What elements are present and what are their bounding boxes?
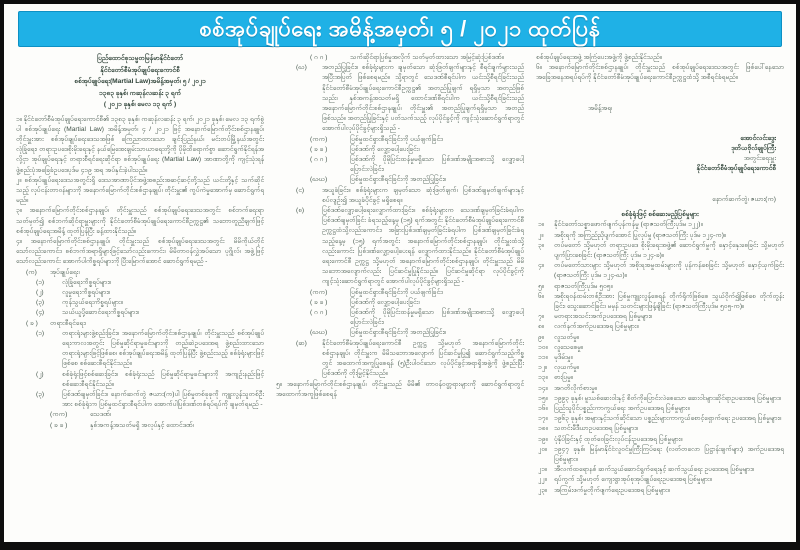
item-text: ရပ်ကွက် သို့မဟုတ် ကျေးရွာအုပ်စုအုပ်ချုပ်ရေးဥပဒေအရ ပြစ်မှုများ။ [554,476,712,484]
item-text: ပုံနှိပ်ခြင်းနှင့် ထုတ်ဝေခြင်းလုပ်ငန်းဥပဒေအရ ပြစ်မှုများ။ [554,435,683,443]
item-label: (င) [296,186,305,194]
item-text: ၁၃၈၃ ခုနှစ်၊ ကဆုန်လဆန်း ၃ ရက် [99,89,181,97]
text-block [16,421,264,431]
text-block [276,298,524,308]
masthead-banner [18,11,782,47]
text-block [16,53,264,65]
text-block [536,261,784,281]
item-text: လုံခြုံရေးကိစ္စရပ်များ။ [62,278,111,286]
item-label: ( ဂ ဂ ) [310,309,328,317]
item-label: (၁) [36,329,45,337]
item-label: ( ဂ ဂ ) [310,54,328,61]
text-block [536,353,784,363]
item-label: ၁၂။ [538,364,547,372]
item-text: အုပ်ချုပ်ရေး၊ [50,268,80,276]
item-text: လူသေစေမှု။ [554,343,583,351]
text-block [536,144,784,154]
item-text: တရားရုံးများဖွဲ့စည်းခြင်း။ အနောက်မြောက်တိုင်းစစ်ဌာနချုပ်၊ တိုင်းမှူးသည် စစ်အုပ်ချုပ်ရေးကာလအတွင်း ပြစ်မှုဆိုင်ရာမှုခင်းများကို တည်ဆဲဥပဒေအရ ဖွဲ့စည်းထားသော တရားရုံးများဖြင့်ဖြစ်စေ၊ စစ်အုပ်ချုပ်ရေးအမိန့် ထုတ်ပြန်ပြီး ဖွဲ့စည်းသည့် စစ်ခုံရုံးများဖြင့်ဖြစ်စေ စစ်ဆေးစီရင်နိုင်သည်။ [62,329,264,368]
text-block [276,175,524,185]
text-block [16,268,264,278]
item-label: ၅။ [538,282,544,290]
text-block [16,288,264,298]
item-label: (ကက) [50,411,68,419]
text-block [536,394,784,404]
item-label: ၂။ [16,176,22,184]
item-text: အမိန့်အရ၊ [587,104,613,112]
text-block [16,76,264,88]
item-text: ( ၂၀၂၁ ခုနှစ်၊ မေလ ၁၃ ရက် ) [103,101,177,108]
text-block [536,209,784,221]
item-label: ၁၀။ [538,343,548,351]
item-label: ( ခ ခ ) [50,421,68,429]
item-text: အနောက်မြောက်တိုင်းစစ်ဌာနချုပ်၊ တိုင်းမှူးသည် စစ်အုပ်ချုပ်ရေးဒေသအတွင်း စစ်ဘက်ရေးရာ သတ်မှတ်၍ စစ်ဘက်ဆိုင်ရာမှူးများကို နိုင်ငံတော်စီမံအုပ်ချုပ်ရေးကောင်စီဥက္ကဋ္ဌ၏ သဘောတူညီချက်ဖြင့် စစ်အုပ်ချုပ်ရေးအမိန့် ထုတ်ပြန်ပြီး ခန့်ထားနိုင်သည်။ [16,207,264,235]
item-text: နိုင်ငံတော်စီမံအုပ်ချုပ်ရေးကောင်စီ [696,165,776,173]
item-text: ပြစ်မှုထင်ရှားစီရင်ခြင်းကို အတည်ပြုခြင်း။ [350,329,446,337]
item-label: (၃) [36,390,45,398]
item-label: ( ခ ခ ) [310,145,328,153]
item-text: စစ်ခုံရုံးဖြင့် စစ်ဆေးမည့်ပြစ်မှုများ [621,210,699,218]
item-label: (၄) [36,309,45,317]
item-text: အနောက်မြောက်တိုင်းစစ်ဌာနချုပ်၊ တိုင်းမှူးသည် မိမိ၏ တာဝန်ဝတ္တရားများကို ဆောင်ရွက်ရာတွင် အထောက်အကူဖြစ်စေရန် [276,380,524,398]
item-label: (ဃဃ) [310,329,328,337]
item-text: စစ်ခုံရုံးဖြင့်စစ်ဆေးခြင်း။ စစ်ခုံရုံးသည် ပြစ်မှုဆိုင်ရာမှုခင်းများကို အကျဉ်းနည်းဖြင့် စစ်ဆေးစီရင်နိုင်သည်။ [62,370,264,388]
item-text: အစိုးရဝန်ထမ်းတစ်ဦးအား ပြစ်မှုကျူးလွန်စေရန် တိုက်ရိုက်ဖြစ်စေ သွယ်ဝိုက်၍ဖြစ်စေ တိုက်တွန်းခြင်း၊ သွေးဆောင်ခြင်း၊ မမှန် သတင်းများဖြန့်ချိခြင်း (ရာဇသတ်ကြီးပုဒ်မ ၅၀၅-က)။ [554,292,784,310]
text-block [536,486,784,496]
item-label: (ဃဃ) [310,176,328,184]
item-text: သက်ဆိုင်ရာပြစ်မှုအလိုက် သတ်မှတ်ထားသော အမြင့်ဆုံးပြစ်ဒဏ်။ [350,54,504,61]
text-block [536,220,784,230]
text-block [16,410,264,420]
item-text: သတင်းမီဒီယာဥပဒေအရ ပြစ်မှုများ။ [554,425,638,433]
text-block [276,53,524,63]
item-text: နှစ်အကန့်အသတ်မရှိ အလုပ်နှင့် ထောင်ဒဏ်၊ [90,421,194,429]
text-block [536,322,784,332]
text-block [536,195,784,205]
item-text: အယူခံခြင်း။ စစ်ခုံရုံးများက ချမှတ်သော ဆုံးဖြတ်ချက်၊ ပြစ်ဒဏ်ချမှတ်ချက်များနှင့် စပ်လျဉ်း၍ အယူခံပိုင်ခွင့် မရှိစေရ။ [322,186,524,204]
item-text: အနောက်မြောက်တိုင်းစစ်ဌာနချုပ်၊ တိုင်းမှူးသည် စစ်အုပ်ချုပ်ရေးဒေသအတွင်း ဖြစ်ပေါ်နေသော အခြေအနေအရပ်ရပ်ကို နိုင်ငံတော်စီမံအုပ်ချုပ်ရေးကောင်စီဥက္ကဋ္ဌထံသို့ အစီရင်ခံရမည်။ [536,64,784,82]
text-block [16,237,264,268]
item-label: ၁၈။ [538,425,548,433]
item-text: ပြစ်ဒဏ်ကို လျှော့ပေါ့ပေးခြင်း၊ [350,298,420,306]
text-block [16,278,264,288]
article-page [4,4,796,542]
item-label: (က) [26,268,37,276]
text-block [276,145,524,155]
text-block [16,329,264,370]
article-column-1 [16,53,264,542]
text-block [536,475,784,485]
item-label: ၂၁။ [538,466,547,474]
item-label: ၁။ [538,221,544,229]
item-text: တပ်မတော်သားများ သို့မဟုတ် အစိုးရအမှုထမ်းများကို ပုန်ကန်စေခြင်း သို့မဟုတ် နှောင့်ယှက်ခြင်း (ရာဇသတ်ကြီး ပုဒ်မ ၁၂၄-ဃ)။ [554,262,784,280]
item-text: နိုင်ငံတော်စီမံအုပ်ချုပ်ရေးကောင်စီ၏ ၁၃၈၃ ခုနှစ်၊ ကဆုန်လဆန်း ၃ ရက်၊ ၂၀၂၁ ခုနှစ်၊ မေလ ၁၃ ရက်စွဲပါ စစ်အုပ်ချုပ်ရေး (Martial Law) အမိန့်အမှတ်၊ ၄ / ၂၀၂၁ ဖြင့် အနောက်မြောက်တိုင်းစစ်ဌာနချုပ်၊ တိုင်းမှူးအား စစ်အုပ်ချုပ်ရေးဒေသအဖြစ် ကြေညာထားသော ချင်းပြည်နယ်၊ မင်းတပ်မြို့နယ်အတွင်း လုံခြုံရေး၊ တရားဥပဒေစိုးမိုးရေးနှင့် နယ်မြေအေးချမ်းသာယာရေးတို့ကို ပိုမိုထိရောက်စွာ ဆောင်ရွက်နိုင်ရန်အလို့ငှာ အုပ်ချုပ်ရေးနှင့် တရားစီရင်ရေးဆိုင်ရာ စစ်အုပ်ချုပ်ရေး (Martial Law) အာဏာတို့ကို ကျင့်သုံးရန် ဖွဲ့စည်းပုံအခြေခံဥပဒေပုဒ်မ ၄၁၉ အရ အပ်နှင်းခဲ့ပါသည်။ [16,115,264,174]
text-block [16,319,264,329]
item-label: ၃။ [16,207,22,215]
text-block [276,328,524,338]
item-label: (၂) [36,288,44,296]
text-block [536,164,784,174]
item-label: ၇။ [538,313,544,321]
item-text: ရာဇသတ်ကြီးပုဒ်မ ၅၀၅။ [554,282,613,290]
item-text: အတည်ပြုခြင်း။ စစ်ခုံရုံးများက ချမှတ်သော ဆုံးဖြတ်ချက်များနှင့် စီရင်ချက်များသည် အပြီးအပြတ် ဖြစ်စေရမည်။ သို့ရာတွင် သေဒဏ်စီရင်ပါက ယင်းသို့စီရင်ခြင်းသည် နိုင်ငံတော်စီမံအုပ်ချုပ်ရေးကောင်စီဥက္ကဋ္ဌ၏ အတည်ပြုချက် ရရှိမှသာ အတည်ဖြစ်သည်း၊ နှစ်အကန့်အသတ်မရှိ ထောင်ဒဏ်စီရင်ပါက ယင်းသို့စီရင်ခြင်းသည် အနောက်မြောက်တိုင်းစစ်ဌာနချုပ်၊ တိုင်းမှူး၏ အတည်ပြုချက်ရရှိမှသာ အတည်ဖြစ်သည်။ အတည်ပြုခြင်းနှင့် ပတ်သက်သည့် လုပ်ပိုင်ခွင့်ကို ကျင့်သုံးဆောင်ရွက်ရာတွင် အောက်ပါလုပ်ပိုင်ခွင့်များရှိသည် - [322,64,524,133]
item-text: စစ်အုပ်ချုပ်ရေးအဖွဲ့ အကြံပေးအဖွဲ့ကို ဖွဲ့စည်းနိုင်သည်။ [536,54,662,61]
text-block [536,333,784,343]
text-block [16,308,264,318]
text-block [536,404,784,414]
item-text: ပြစ်ဒဏ်ချမှတ်ခြင်း။ နောက်ဆက်တွဲ ဇယား(က)ပါ ပြစ်မှုတစ်ခုခုကို ကျူးလွန်သူတစ်ဦးအား စစ်ခုံရုံးက ပြစ်မှုထင်ရှားစီရင်ပါက အောက်ပါပြစ်ဒဏ်တစ်ရပ်ရပ်ကို ချမှတ်ရမည် - [62,390,264,409]
item-label: (၂) [36,370,44,378]
item-text: လုယက်မှု။ [554,364,579,372]
item-text: အနောက်မြောက်တိုင်းစစ်ဌာနချုပ်၊ တိုင်းမှူးသည် စစ်အုပ်ချုပ်ရေးဒေသအတွင်း မိမိကိုယ်တိုင်သော်လည်းကောင်း၊ စစ်ဘက်အရာရှိများဖြင့်သော်လည်းကောင်း၊ မိမိတာဝန်လွှဲအပ်သော ပုဂ္ဂိုလ်၊ အဖွဲ့ဖြင့် သော်လည်းကောင်း အောက်ပါကိစ္စရပ်များကို ပြီးမြောက်အောင် ဆောင်ရွက်ရမည် - [16,237,264,266]
item-label: ၉။ [538,333,544,341]
item-label: (စ) [296,207,305,215]
item-text: ဒုတိယဗိုလ်ချုပ်ကြီး [731,145,776,153]
item-text: ပြစ်မှုထင်ရှားစီရင်ခြင်းကို ပယ်ဖျက်ခြင်း၊ [350,135,443,143]
text-block [276,186,524,206]
item-label: ၂၃။ [538,486,547,494]
item-text: ၁၉၆၃ ခုနှစ်၊ အများနှင့်သက်ဆိုင်သော ပစ္စည်းများကာကွယ်စောင့်ရှောက်ရေး ဥပဒေအရ ပြစ်မှုများ။ [554,415,782,423]
item-label: ၁၉။ [538,435,548,443]
item-text: သယ်ယူပို့ဆောင်ရေးကိစ္စရပ်များ။ [62,309,139,317]
item-label: (ကက) [310,288,328,296]
text-block [536,312,784,322]
item-label: ၁၅။ [538,394,548,402]
item-text: ၁၉၄၇ ခုနှစ်၊ မြန်မာနိုင်ငံလူဝင်မှုကြီးကြပ်ရေး (လတ်တလော ပြဋ္ဌာန်းချက်များ) အက်ဥပဒေအရ ပြစ်မှုများ။ [554,445,784,463]
article-body [16,53,784,542]
text-block [536,445,784,465]
text-block [276,135,524,145]
item-text: လက်နက်အက်ဥပဒေအရ ပြစ်မှုများ။ [554,323,639,331]
text-block [16,298,264,308]
text-block [536,424,784,434]
text-block [536,343,784,353]
item-label: ၂၀။ [538,445,547,453]
item-text: စစ်အုပ်ချုပ်ရေးဒေသအတွင်းရှိ ဒေသအာဏာပိုင်အဖွဲ့အစည်းအဆင့်ဆင့်တို့သည် ယင်းတို့နှင့် သက်ဆိုင်သည့် လုပ်ငန်းတာဝန်များကို အနောက်မြောက်တိုင်းစစ်ဌာနချုပ်၊ တိုင်းမှူး၏ ကွပ်ကဲမှုအောက်မှ ဆောင်ရွက်ရမည်။ [16,176,264,205]
text-block [16,370,264,390]
item-text: သေဒဏ်၊ [90,411,111,419]
item-text: ကုန်သွယ်ရေးကိစ္စရပ်များ။ [62,299,123,307]
item-text: နိုင်ငံတော်စီမံအုပ်ချုပ်ရေးကောင်စီ ဥက္ကဋ္ဌ သို့မဟုတ် အနောက်မြောက်တိုင်း စစ်ဌာနချုပ်၊ တိုင်းမှူးက မိမိသဘောအလျောက် ပြင်ဆင်မှုပြု၍ ဆောင်ရွက်သည့်ကိစ္စတွင် အထောက်အကူပြုစေရန် (၅)ဦးပါဝင်သော လုပ်ပိုင်ခွင့်အရာရှိအဖွဲ့ကို ဖွဲ့စည်းပြီး ပြစ်ဒဏ်ကို တိုးမြှင့်နိုင်သည်။ [322,339,524,378]
text-block [276,206,524,288]
item-text: အစိုးရကို အကြည်ညိုပျက်အောင် ပြုလုပ်မှု (ရာဇသတ်ကြီး ပုဒ်မ ၁၂၄-က)။ [554,231,726,239]
text-block [276,339,524,380]
item-label: ၄။ [538,262,544,270]
text-block [536,435,784,445]
item-label: ၁၁။ [538,353,548,361]
text-block [536,231,784,241]
item-text: နိုင်ငံတော်သစ္စာဖောက်ဖျက်ပုန်ကန်မှု (ရာဇသတ်ကြီးပုဒ်မ ၁၂၂)။ [554,221,703,229]
item-label: ( ခ ခ ) [310,298,328,306]
item-text: အောင်လင်းဒွေး [740,134,776,142]
item-label: ၂။ [538,231,544,239]
masthead-title: စစ်အုပ်ချုပ်ရေး အမိန့်အမှတ်၊ ၅ / ၂၀၂၁ ထုတ်ပြန် [199,16,601,41]
item-label: ၁၇။ [538,415,548,423]
item-text: နိုင်ငံတော်စီမံအုပ်ချုပ်ရေးကောင်စီ [100,66,180,74]
item-text: မုဒိမ်းမှု။ [554,353,573,361]
text-block [536,241,784,261]
item-label: ၆။ [538,292,544,300]
item-label: (ကက) [310,135,328,143]
item-label: (၁) [36,278,45,286]
text-block [16,88,264,100]
item-text: လူမှုရေးကိစ္စရပ်များ။ [62,288,110,296]
item-text: အကြမ်းဖက်မှုတိုက်ဖျက်ရေးဥပဒေအရ ပြစ်မှုများ။ [554,486,670,494]
text-block [536,373,784,383]
item-label: ၅။ [276,380,282,388]
item-text: လူသတ်မှု။ [554,333,579,341]
text-block [276,380,524,400]
item-text: တပ်မတော် သို့မဟုတ် တရားဥပဒေ စိုးမိုးရေးအဖွဲ့၏ ဆောင်ရွက်မှုကို နှောင့်နှေးစေခြင်း သို့မဟုတ် ပျက်ပြားစေခြင်း (ရာဇသတ်ကြီး ပုဒ်မ ၁၂၄-ခ)။ [554,241,784,259]
item-text: ပြည်ထောင်စုသမ္မတမြန်မာနိုင်ငံတော် [96,55,184,62]
item-text: အီလက်ထရောနစ် ဆက်သွယ်ဆောင်ရွက်ရေးနှင့် ဆက်သွယ်ရေး ဥပဒေအရ ပြစ်မှုများ။ [554,466,754,474]
item-text: ၁၉၉၃ ခုနှစ်၊ မူးယစ်ဆေးဝါးနှင့် စိတ်ကိုပြောင်းလဲစေသော ဆေးဝါးများဆိုင်ရာဥပဒေအရ ပြစ်မှုများ။ [554,394,781,402]
item-label: ၈။ [538,323,544,331]
text-block [16,115,264,176]
text-block [536,154,784,164]
item-text: ပြစ်မှုထင်ရှားစီရင်ခြင်းကို ပယ်ဖျက်ခြင်း၊ [350,288,443,296]
text-block [16,390,264,410]
text-block [536,104,784,114]
text-block [536,63,784,83]
item-text: ဓားပြမှု။ [554,374,573,382]
article-column-3 [536,53,784,542]
item-label: ၁၃။ [538,374,548,382]
text-block [16,99,264,111]
item-label: ( ဂ ဂ ) [310,156,328,164]
item-label: ၄။ [16,237,22,245]
article-column-2 [276,53,524,542]
item-text: ပြည်သူပိုင်ပစ္စည်းကာကွယ်ရေး အက်ဥပဒေအရ ပြစ်မှုများ။ [554,404,690,412]
item-text: စစ်အုပ်ချုပ်ရေး(Martial Law)အမိန့်အမှတ်၊ ၅ / ၂၀၂၁ [74,78,206,85]
text-block [536,384,784,394]
item-text: အတွင်းရေးမှူး [743,155,776,163]
text-block [536,465,784,475]
text-block [16,176,264,207]
text-block [276,288,524,298]
text-block [536,282,784,292]
item-label: ၂၂။ [538,476,547,484]
item-text: နောက်ဆက်တွဲ၊ ဇယား(က) [712,195,776,203]
text-block [16,65,264,77]
item-text: ပြစ်ဒဏ်ကို လျှော့ပေါ့ပေးခြင်း၊ [350,145,420,153]
item-label: (ဃ) [296,64,307,72]
item-label: ၆။ [536,64,542,72]
item-text: တရားစီရင်ရေး၊ [50,319,86,327]
item-label: ၁၄။ [538,384,548,392]
item-label: ၃။ [538,241,544,249]
item-text: အဂတိလိုက်စားမှု။ [554,384,597,392]
item-label: ( ခ ) [26,319,38,327]
item-text: ပြစ်ဒဏ်ကို ပိုမိုပြင်းထန်မှုမရှိသော ပြစ်ဒဏ်အမျိုးအစားသို့ လျှော့ပေါ့ပြောင်းလဲခြင်း၊ [350,156,524,174]
item-text: ပြစ်ဒဏ်ကို ပိုမိုပြင်းထန်မှုမရှိသော ပြစ်ဒဏ်အမျိုးအစားသို့ လျှော့ပေါ့ပြောင်းလဲခြင်း၊ [350,309,524,327]
item-label: ၁၆။ [538,404,548,412]
text-block [16,206,264,237]
text-block [276,63,524,134]
text-block [536,53,784,63]
text-block [536,292,784,312]
item-text: ပြစ်ဒဏ်လျှော့ပေါ့ရေးလျှောက်ထားခြင်း။ စစ်ခုံရုံးများက သေဒဏ်ချမှတ်ခြင်းခံရပါက ပြစ်ဒဏ်ချမှတ်ခြင်း ခံရသည့်နေ့မှ (၁၅) ရက်အတွင်း နိုင်ငံတော်စီမံအုပ်ချုပ်ရေးကောင်စီဥက္ကဋ္ဌထံသို့လည်းကောင်း၊ အခြားပြစ်ဒဏ်ချမှတ်ခြင်းခံရပါက ပြစ်ဒဏ်ချမှတ်ခြင်းခံရသည့်နေ့မှ (၁၅) ရက်အတွင်း အနောက်မြောက်တိုင်းစစ်ဌာနချုပ်၊ တိုင်းမှူးထံသို့လည်းကောင်း ပြစ်ဒဏ်လျှော့ပေါ့ပေးရန် လျှောက်ထားနိုင်သည်။ နိုင်ငံတော်စီမံအုပ်ချုပ်ရေးကောင်စီ ဥက္ကဋ္ဌ သို့မဟုတ် အနောက်မြောက်တိုင်းစစ်ဌာနချုပ်၊ တိုင်းမှူးသည် မိမိသဘောအလျောက်လည်း ပြင်ဆင်မှုပြုနိုင်သည်။ ပြင်ဆင်မှုဆိုင်ရာ လုပ်ပိုင်ခွင့်ကို ကျင့်သုံးဆောင်ရွက်ရာတွင် အောက်ပါလုပ်ပိုင်ခွင့်များရှိသည် - [322,207,524,286]
text-block [536,134,784,144]
text-block [536,414,784,424]
item-text: ပြစ်မှုထင်ရှားစီရင်ခြင်းကို အတည်ပြုခြင်း။ [350,176,446,184]
text-block [276,155,524,175]
item-label: (ဆ) [296,339,307,347]
text-block [276,308,524,328]
item-label: (၃) [36,299,45,307]
text-block [536,363,784,373]
item-text: မတရားအသင်းအက်ဥပဒေအရ ပြစ်မှုများ။ [554,313,653,321]
item-label: ၁။ [16,115,22,123]
